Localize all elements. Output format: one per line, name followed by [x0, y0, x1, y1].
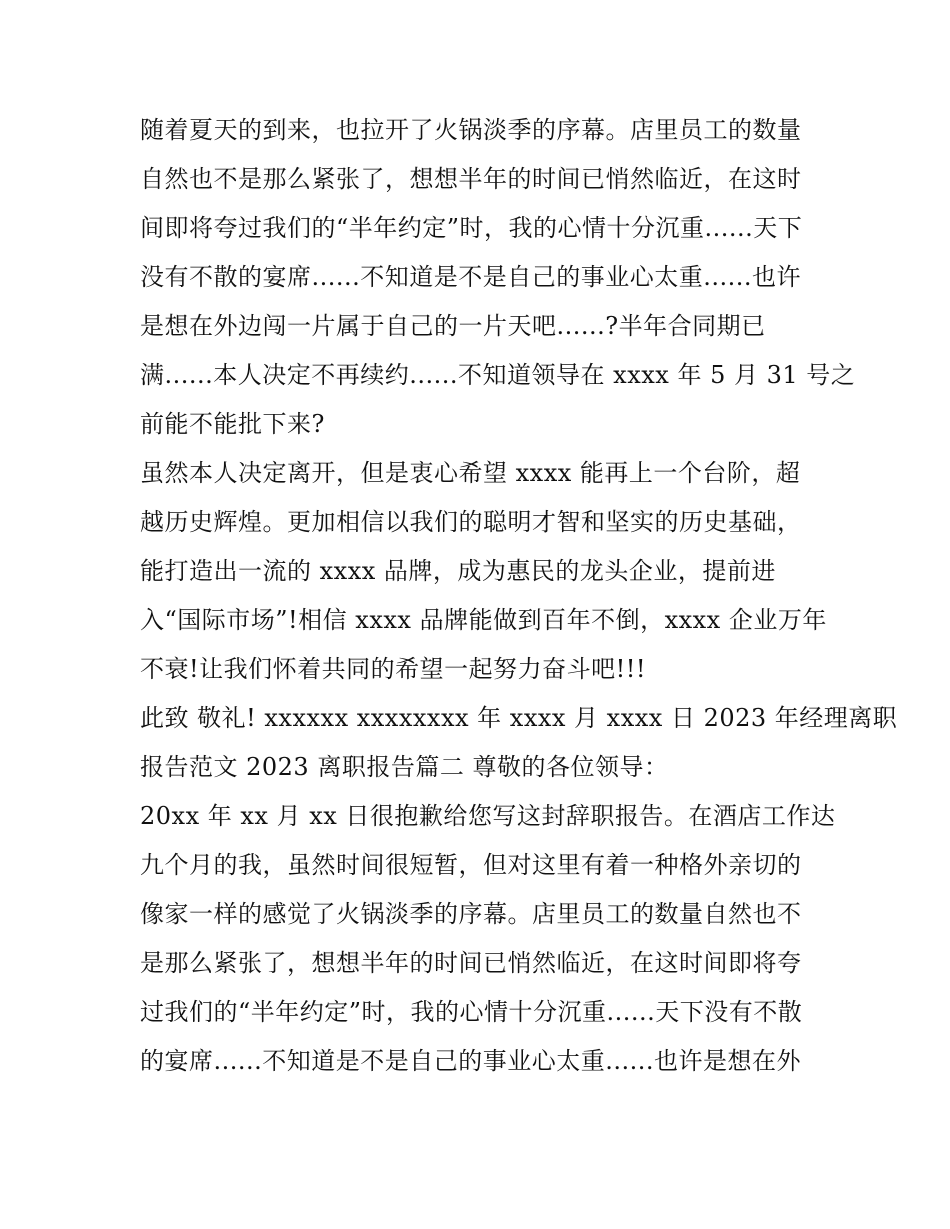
text-line: 虽然本人决定离开，但是衷心希望 xxxx 能再上一个台阶，超	[140, 459, 801, 487]
document-body	[140, 106, 898, 1086]
text-line: 过我们的“半年约定”时，我的心情十分沉重......天下没有不散	[140, 998, 803, 1026]
text-line: 是那么紧张了，想想半年的时间已悄然临近，在这时间即将夸	[140, 949, 802, 977]
text-line: 间即将夸过我们的“半年约定”时，我的心情十分沉重......天下	[140, 214, 803, 242]
text-line: 九个月的我，虽然时间很短暂，但对这里有着一种格外亲切的	[140, 851, 802, 879]
text-line: 不衰!让我们怀着共同的希望一起努力奋斗吧!!!	[140, 655, 647, 683]
text-line: 此致 敬礼! xxxxxx xxxxxxxx 年 xxxx 月 xxxx 日 2023 年经理离职	[140, 704, 898, 732]
text-line: 报告范文 2023 离职报告篇二 尊敬的各位领导：	[140, 753, 669, 781]
paragraph-2	[140, 449, 827, 694]
paragraph-3	[140, 694, 898, 792]
text-line: 前能不能批下来?	[140, 410, 325, 438]
text-line: 没有不散的宴席......不知道是不是自己的事业心太重......也许	[140, 263, 802, 291]
text-line: 随着夏天的到来，也拉开了火锅淡季的序幕。店里员工的数量	[140, 116, 802, 144]
text-line: 20xx 年 xx 月 xx 日很抱歉给您写这封辞职报告。在酒店工作达	[140, 802, 836, 830]
text-line: 能打造出一流的 xxxx 品牌，成为惠民的龙头企业，提前进	[140, 557, 776, 585]
text-line: 是想在外边闯一片属于自己的一片天吧......?半年合同期已	[140, 312, 766, 340]
text-line: 的宴席......不知道是不是自己的事业心太重......也许是想在外	[140, 1047, 802, 1075]
text-line: 满......本人决定不再续约......不知道领导在 xxxx 年 5 月 31 号之	[140, 361, 856, 389]
paragraph-1	[140, 106, 856, 449]
text-line: 像家一样的感觉了火锅淡季的序幕。店里员工的数量自然也不	[140, 900, 802, 928]
text-line: 入“国际市场”!相信 xxxx 品牌能做到百年不倒，xxxx 企业万年	[140, 606, 827, 634]
text-line: 自然也不是那么紧张了，想想半年的时间已悄然临近，在这时	[140, 165, 802, 193]
text-line: 越历史辉煌。更加相信以我们的聪明才智和坚实的历史基础，	[140, 508, 802, 536]
paragraph-4	[140, 792, 836, 1086]
